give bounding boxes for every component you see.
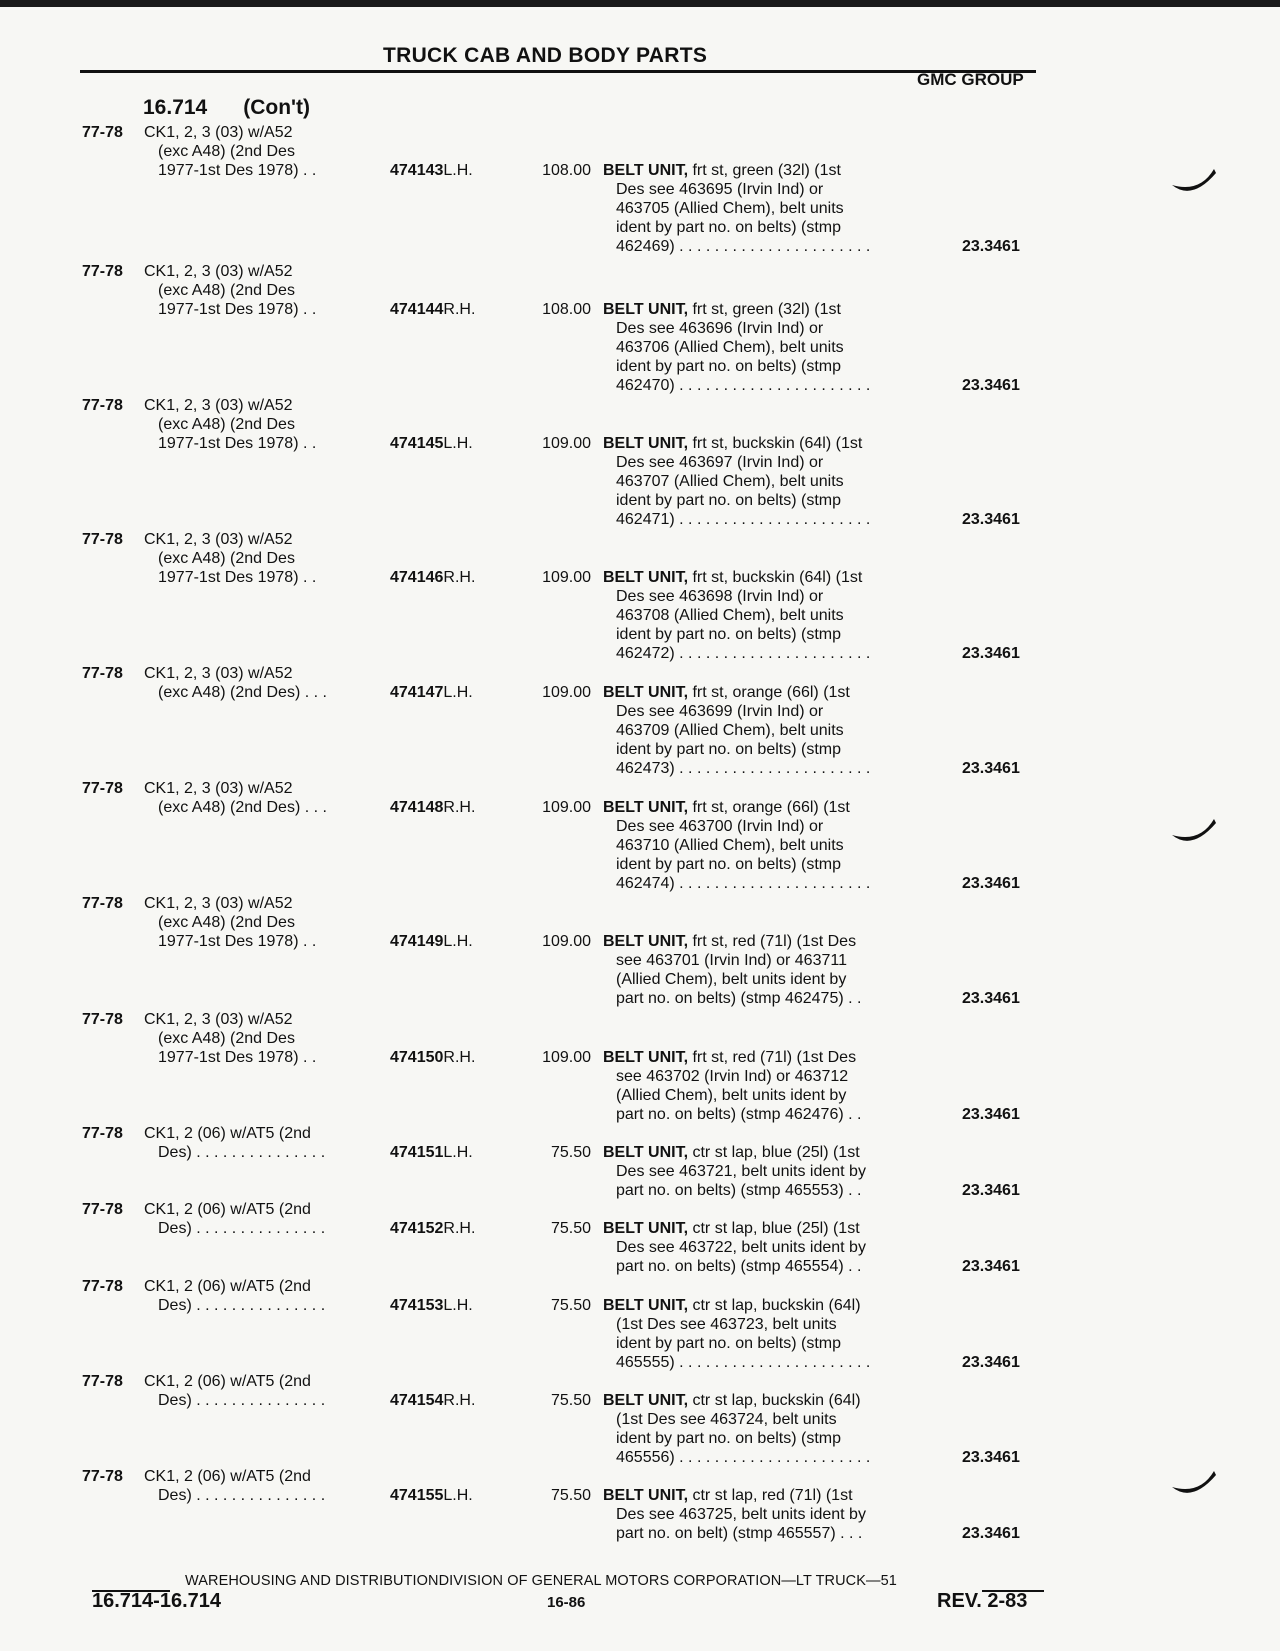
part-number: 474149L.H. — [390, 933, 473, 950]
application-line: CK1, 2 (06) w/AT5 (2nd — [144, 1125, 311, 1142]
group-label: GMC GROUP — [917, 70, 1024, 89]
side-label: L.H. — [443, 684, 473, 701]
part-number: 474144R.H. — [390, 301, 476, 318]
binder-hole-mark — [1170, 805, 1220, 855]
catalog-number: 23.3461 — [962, 645, 1020, 662]
model-years: 77-78 — [82, 397, 123, 414]
list-price: 108.00 — [542, 301, 591, 318]
list-price: 109.00 — [542, 684, 591, 701]
part-number: 474150R.H. — [390, 1049, 476, 1066]
description-line: 462472) . . . . . . . . . . . . . . . . . . . . . . — [616, 645, 871, 662]
application — [144, 530, 364, 587]
list-price: 109.00 — [542, 569, 591, 586]
side-label: R.H. — [443, 1220, 476, 1237]
description-line: 463708 (Allied Chem), belt units — [616, 607, 844, 624]
catalog-number: 23.3461 — [962, 1258, 1020, 1275]
list-price: 75.50 — [550, 1297, 591, 1314]
description — [603, 1219, 933, 1276]
description-line: Des see 463697 (Irvin Ind) or — [616, 454, 824, 471]
description — [603, 300, 933, 395]
application-line: Des) . . . . . . . . . . . . . . . — [158, 1487, 326, 1504]
application-line: CK1, 2, 3 (03) w/A52 — [144, 124, 293, 141]
description-line: part no. on belts) (stmp 462476) . . — [616, 1106, 862, 1123]
part-name: BELT UNIT, — [603, 1392, 689, 1409]
description-line: ident by part no. on belts) (stmp — [616, 492, 841, 509]
side-label: L.H. — [443, 1487, 473, 1504]
description-line: 463707 (Allied Chem), belt units — [616, 473, 844, 490]
application-line: (exc A48) (2nd Des — [158, 416, 295, 433]
description-line: 462473) . . . . . . . . . . . . . . . . . . . . . . — [616, 760, 871, 777]
description-line: 463705 (Allied Chem), belt units — [616, 200, 844, 217]
description-line: see 463702 (Irvin Ind) or 463712 — [616, 1068, 849, 1085]
part-number: 474143L.H. — [390, 162, 473, 179]
application-line: CK1, 2, 3 (03) w/A52 — [144, 1011, 293, 1028]
description-line: ctr st lap, blue (25l) (1st — [688, 1220, 860, 1237]
application — [144, 1277, 364, 1315]
description-line: (Allied Chem), belt units ident by — [616, 971, 847, 988]
model-years: 77-78 — [82, 531, 123, 548]
binder-hole-mark — [1170, 1457, 1220, 1507]
application — [144, 123, 364, 180]
description-line: frt st, orange (66l) (1st — [688, 684, 850, 701]
application — [144, 1467, 364, 1505]
description-line: 462474) . . . . . . . . . . . . . . . . . . . . . . — [616, 875, 871, 892]
catalog-number: 23.3461 — [962, 1182, 1020, 1199]
description — [603, 1048, 933, 1124]
list-price: 109.00 — [542, 799, 591, 816]
footer-section-range: 16.714-16.714 — [92, 1590, 222, 1612]
part-number: 474153L.H. — [390, 1297, 473, 1314]
list-price: 108.00 — [542, 162, 591, 179]
application-line: (exc A48) (2nd Des — [158, 550, 295, 567]
description-line: Des see 463699 (Irvin Ind) or — [616, 703, 824, 720]
list-price: 75.50 — [550, 1220, 591, 1237]
application-line: CK1, 2 (06) w/AT5 (2nd — [144, 1201, 311, 1218]
side-label: R.H. — [443, 1392, 476, 1409]
description — [603, 798, 933, 893]
side-label: L.H. — [443, 435, 473, 452]
part-number: 474146R.H. — [390, 569, 476, 586]
description-line: ctr st lap, blue (25l) (1st — [688, 1144, 860, 1161]
list-price: 109.00 — [542, 933, 591, 950]
part-number: 474145L.H. — [390, 435, 473, 452]
part-name: BELT UNIT, — [603, 1220, 689, 1237]
application-line: Des) . . . . . . . . . . . . . . . — [158, 1220, 326, 1237]
application-line: CK1, 2, 3 (03) w/A52 — [144, 895, 293, 912]
application-line: 1977-1st Des 1978) . . — [158, 569, 317, 586]
binder-hole-mark — [1170, 155, 1220, 205]
description-line: (1st Des see 463723, belt units — [616, 1316, 837, 1333]
catalog-number: 23.3461 — [962, 238, 1020, 255]
application-line: (exc A48) (2nd Des — [158, 143, 295, 160]
part-name: BELT UNIT, — [603, 684, 689, 701]
description-line: 463709 (Allied Chem), belt units — [616, 722, 844, 739]
list-price: 75.50 — [550, 1144, 591, 1161]
description-line: ctr st lap, buckskin (64l) — [688, 1297, 861, 1314]
description-line: ctr st lap, buckskin (64l) — [688, 1392, 861, 1409]
description — [603, 1296, 933, 1372]
model-years: 77-78 — [82, 1125, 123, 1142]
description-line: part no. on belts) (stmp 465554) . . — [616, 1258, 862, 1275]
description-line: 463710 (Allied Chem), belt units — [616, 837, 844, 854]
catalog-number: 23.3461 — [962, 990, 1020, 1007]
description-line: part no. on belt) (stmp 465557) . . . — [616, 1525, 863, 1542]
part-number: 474154R.H. — [390, 1392, 476, 1409]
application — [144, 664, 364, 702]
application-line: Des) . . . . . . . . . . . . . . . — [158, 1392, 326, 1409]
application-line: CK1, 2, 3 (03) w/A52 — [144, 531, 293, 548]
application — [144, 262, 364, 319]
part-name: BELT UNIT, — [603, 569, 689, 586]
description-line: frt st, orange (66l) (1st — [688, 799, 850, 816]
description-line: 463706 (Allied Chem), belt units — [616, 339, 844, 356]
description-line: ident by part no. on belts) (stmp — [616, 856, 841, 873]
application-line: (exc A48) (2nd Des — [158, 1030, 295, 1047]
footer-page-number: 16-86 — [547, 1594, 586, 1611]
description-line: ctr st lap, red (71l) (1st — [688, 1487, 853, 1504]
description — [603, 1391, 933, 1467]
model-years: 77-78 — [82, 1373, 123, 1390]
side-label: R.H. — [443, 301, 476, 318]
list-price: 109.00 — [542, 435, 591, 452]
description-line: part no. on belts) (stmp 465553) . . — [616, 1182, 862, 1199]
description-line: 462469) . . . . . . . . . . . . . . . . . . . . . . — [616, 238, 871, 255]
model-years: 77-78 — [82, 665, 123, 682]
part-number: 474155L.H. — [390, 1487, 473, 1504]
description-line: frt st, buckskin (64l) (1st — [688, 569, 863, 586]
model-years: 77-78 — [82, 1468, 123, 1485]
application — [144, 1010, 364, 1067]
description-line: Des see 463722, belt units ident by — [616, 1239, 866, 1256]
description — [603, 568, 933, 663]
catalog-number: 23.3461 — [962, 1106, 1020, 1123]
model-years: 77-78 — [82, 1011, 123, 1028]
section-continued: (Con't) — [243, 96, 311, 119]
side-label: L.H. — [443, 933, 473, 950]
list-price: 75.50 — [550, 1392, 591, 1409]
description — [603, 932, 933, 1008]
description — [603, 161, 933, 256]
description — [603, 434, 933, 529]
part-number: 474151L.H. — [390, 1144, 473, 1161]
catalog-number: 23.3461 — [962, 1525, 1020, 1542]
model-years: 77-78 — [82, 1201, 123, 1218]
model-years: 77-78 — [82, 124, 123, 141]
description-line: (Allied Chem), belt units ident by — [616, 1087, 847, 1104]
side-label: L.H. — [443, 162, 473, 179]
part-name: BELT UNIT, — [603, 1487, 689, 1504]
application — [144, 1200, 364, 1238]
application-line: 1977-1st Des 1978) . . — [158, 435, 317, 452]
application-line: (exc A48) (2nd Des) . . . — [158, 684, 327, 701]
footer-revision: REV. 2-83 — [937, 1590, 1028, 1612]
description-line: frt st, buckskin (64l) (1st — [688, 435, 863, 452]
description-line: see 463701 (Irvin Ind) or 463711 — [616, 952, 847, 969]
description-line: ident by part no. on belts) (stmp — [616, 1335, 841, 1352]
part-number: 474152R.H. — [390, 1220, 476, 1237]
application — [144, 1372, 364, 1410]
part-name: BELT UNIT, — [603, 799, 689, 816]
description — [603, 1486, 933, 1543]
application-line: CK1, 2 (06) w/AT5 (2nd — [144, 1373, 311, 1390]
description-line: part no. on belts) (stmp 462475) . . — [616, 990, 862, 1007]
application-line: CK1, 2, 3 (03) w/A52 — [144, 397, 293, 414]
part-name: BELT UNIT, — [603, 1297, 689, 1314]
description-line: Des see 463725, belt units ident by — [616, 1506, 866, 1523]
application-line: CK1, 2, 3 (03) w/A52 — [144, 665, 293, 682]
description-line: frt st, red (71l) (1st Des — [688, 1049, 857, 1066]
description-line: frt st, red (71l) (1st Des — [688, 933, 857, 950]
application-line: CK1, 2, 3 (03) w/A52 — [144, 780, 293, 797]
list-price: 109.00 — [542, 1049, 591, 1066]
catalog-number: 23.3461 — [962, 760, 1020, 777]
description-line: 462470) . . . . . . . . . . . . . . . . . . . . . . — [616, 377, 871, 394]
model-years: 77-78 — [82, 895, 123, 912]
part-name: BELT UNIT, — [603, 933, 689, 950]
description-line: Des see 463696 (Irvin Ind) or — [616, 320, 824, 337]
side-label: L.H. — [443, 1297, 473, 1314]
description-line: frt st, green (32l) (1st — [688, 162, 841, 179]
description-line: frt st, green (32l) (1st — [688, 301, 841, 318]
side-label: R.H. — [443, 799, 476, 816]
part-name: BELT UNIT, — [603, 435, 689, 452]
description-line: Des see 463698 (Irvin Ind) or — [616, 588, 824, 605]
part-name: BELT UNIT, — [603, 301, 689, 318]
description-line: (1st Des see 463724, belt units — [616, 1411, 837, 1428]
description-line: ident by part no. on belts) (stmp — [616, 219, 841, 236]
application-line: 1977-1st Des 1978) . . — [158, 301, 317, 318]
side-label: R.H. — [443, 569, 476, 586]
description-line: Des see 463721, belt units ident by — [616, 1163, 866, 1180]
catalog-number: 23.3461 — [962, 1354, 1020, 1371]
part-name: BELT UNIT, — [603, 1144, 689, 1161]
model-years: 77-78 — [82, 1278, 123, 1295]
description-line: 465556) . . . . . . . . . . . . . . . . . . . . . . — [616, 1449, 871, 1466]
description — [603, 683, 933, 778]
application — [144, 779, 364, 817]
description-line: ident by part no. on belts) (stmp — [616, 626, 841, 643]
catalog-number: 23.3461 — [962, 377, 1020, 394]
model-years: 77-78 — [82, 780, 123, 797]
application-line: Des) . . . . . . . . . . . . . . . — [158, 1144, 326, 1161]
catalog-number: 23.3461 — [962, 511, 1020, 528]
description-line: ident by part no. on belts) (stmp — [616, 1430, 841, 1447]
application-line: Des) . . . . . . . . . . . . . . . — [158, 1297, 326, 1314]
description-line: ident by part no. on belts) (stmp — [616, 358, 841, 375]
part-number: 474148R.H. — [390, 799, 476, 816]
description-line: 465555) . . . . . . . . . . . . . . . . . . . . . . — [616, 1354, 871, 1371]
catalog-number: 23.3461 — [962, 1449, 1020, 1466]
description — [603, 1143, 933, 1200]
catalog-number: 23.3461 — [962, 875, 1020, 892]
side-label: L.H. — [443, 1144, 473, 1161]
application-line: CK1, 2, 3 (03) w/A52 — [144, 263, 293, 280]
description-line: Des see 463695 (Irvin Ind) or — [616, 181, 824, 198]
list-price: 75.50 — [550, 1487, 591, 1504]
application-line: 1977-1st Des 1978) . . — [158, 1049, 317, 1066]
application — [144, 1124, 364, 1162]
description-line: Des see 463700 (Irvin Ind) or — [616, 818, 824, 835]
application-line: CK1, 2 (06) w/AT5 (2nd — [144, 1468, 311, 1485]
model-years: 77-78 — [82, 263, 123, 280]
application-line: (exc A48) (2nd Des — [158, 914, 295, 931]
application-line: CK1, 2 (06) w/AT5 (2nd — [144, 1278, 311, 1295]
part-name: BELT UNIT, — [603, 162, 689, 179]
application-line: (exc A48) (2nd Des — [158, 282, 295, 299]
application-line: 1977-1st Des 1978) . . — [158, 933, 317, 950]
part-number: 474147L.H. — [390, 684, 473, 701]
application-line: (exc A48) (2nd Des) . . . — [158, 799, 327, 816]
description-line: 462471) . . . . . . . . . . . . . . . . . . . . . . — [616, 511, 871, 528]
part-name: BELT UNIT, — [603, 1049, 689, 1066]
application-line: 1977-1st Des 1978) . . — [158, 162, 317, 179]
section-number: 16.714 — [143, 96, 208, 119]
footer-division: WAREHOUSING AND DISTRIBUTIONDIVISION OF GENERAL MOTORS CORPORATION—LT TRUCK—51 — [185, 1573, 897, 1589]
application — [144, 894, 364, 951]
description-line: ident by part no. on belts) (stmp — [616, 741, 841, 758]
application — [144, 396, 364, 453]
page-title: TRUCK CAB AND BODY PARTS — [383, 44, 708, 67]
side-label: R.H. — [443, 1049, 476, 1066]
